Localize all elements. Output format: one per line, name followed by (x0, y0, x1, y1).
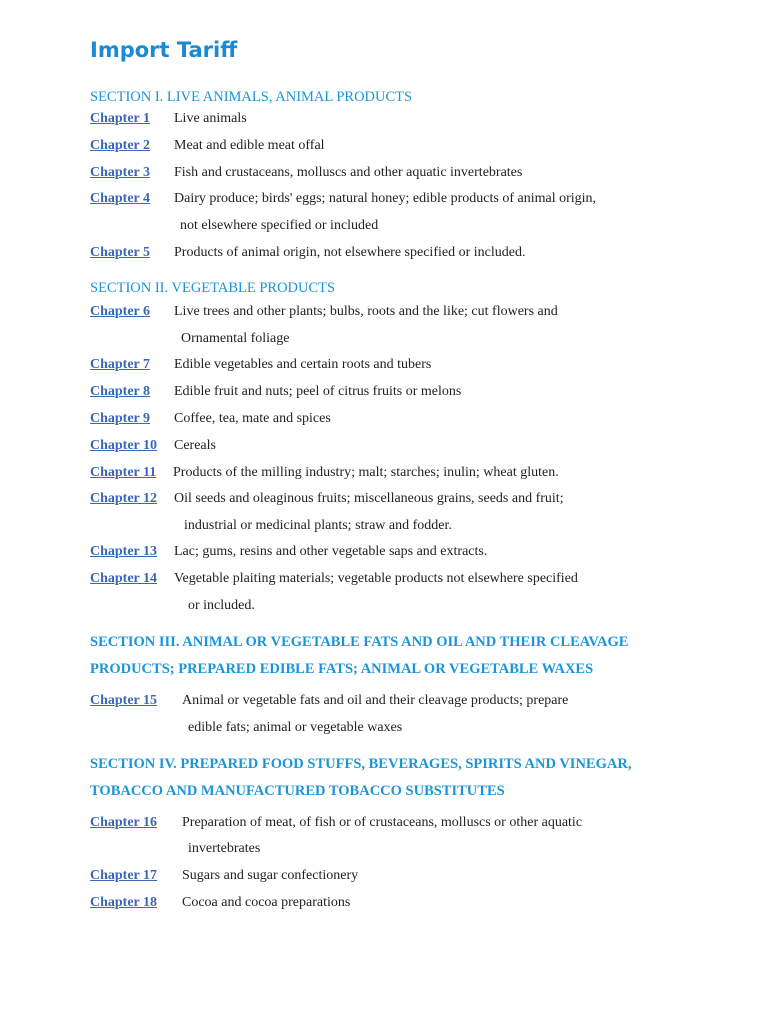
chapter-description: Vegetable plaiting materials; vegetable products not elsewhere specified (174, 571, 578, 586)
chapter-description: Cocoa and cocoa preparations (182, 895, 351, 910)
section-heading: SECTION III. ANIMAL OR VEGETABLE FATS AND OIL AND THEIR CLEAVAGE (90, 634, 629, 650)
chapter-link[interactable]: Chapter 5 (90, 245, 151, 260)
chapter-link[interactable]: Chapter 10 (90, 438, 158, 453)
chapter-link[interactable]: Chapter 8 (90, 384, 151, 399)
chapter-description: Oil seeds and oleaginous fruits; miscellaneous grains, seeds and fruit; (174, 491, 564, 506)
chapter-description: Live animals (174, 111, 247, 126)
chapter-link[interactable]: Chapter 17 (90, 868, 158, 883)
chapter-link[interactable]: Chapter 2 (90, 138, 151, 153)
chapter-link[interactable]: Chapter 18 (90, 895, 158, 910)
chapter-description: Edible fruit and nuts; peel of citrus fruits or melons (174, 384, 462, 399)
chapter-description: Fish and crustaceans, molluscs and other aquatic invertebrates (174, 165, 523, 180)
chapter-link[interactable]: Chapter 3 (90, 165, 151, 180)
chapter-link[interactable]: Chapter 13 (90, 544, 158, 559)
chapter-description: Meat and edible meat offal (174, 138, 325, 153)
page-title: Import Tariff (90, 38, 238, 62)
chapter-link[interactable]: Chapter 9 (90, 411, 151, 426)
chapter-link[interactable]: Chapter 6 (90, 304, 151, 319)
chapter-description: Lac; gums, resins and other vegetable saps and extracts. (174, 544, 488, 559)
chapter-link[interactable]: Chapter 12 (90, 491, 158, 506)
chapter-description: Coffee, tea, mate and spices (174, 411, 331, 426)
chapter-link[interactable]: Chapter 7 (90, 357, 151, 372)
chapter-description-continued: Ornamental foliage (181, 331, 290, 346)
chapter-description: Live trees and other plants; bulbs, roots and the like; cut flowers and (174, 304, 558, 319)
chapter-description: Products of the milling industry; malt; starches; inulin; wheat gluten. (173, 465, 559, 480)
chapter-description: Animal or vegetable fats and oil and their cleavage products; prepare (182, 693, 569, 708)
chapter-description: Preparation of meat, of fish or of crustaceans, molluscs or other aquatic (182, 815, 583, 830)
chapter-description: Cereals (174, 438, 216, 453)
chapter-description-continued: industrial or medicinal plants; straw and fodder. (184, 518, 452, 533)
chapter-description: Edible vegetables and certain roots and tubers (174, 357, 432, 372)
section-heading-continued: PRODUCTS; PREPARED EDIBLE FATS; ANIMAL OR VEGETABLE WAXES (90, 661, 594, 677)
chapter-link[interactable]: Chapter 15 (90, 693, 158, 708)
section-heading: SECTION IV. PREPARED FOOD STUFFS, BEVERAGES, SPIRITS AND VINEGAR, (90, 756, 632, 772)
chapter-description: Sugars and sugar confectionery (182, 868, 359, 883)
section-heading-continued: TOBACCO AND MANUFACTURED TOBACCO SUBSTITUTES (90, 783, 505, 799)
chapter-description-continued: not elsewhere specified or included (180, 218, 379, 233)
section-heading: SECTION I. LIVE ANIMALS, ANIMAL PRODUCTS (90, 89, 413, 105)
chapter-description-continued: invertebrates (188, 841, 261, 856)
chapter-description-continued: or included. (188, 598, 255, 613)
chapter-link[interactable]: Chapter 11 (90, 465, 157, 480)
chapter-link[interactable]: Chapter 14 (90, 571, 158, 586)
chapter-link[interactable]: Chapter 16 (90, 815, 158, 830)
chapter-description: Dairy produce; birds' eggs; natural honey; edible products of animal origin, (174, 191, 597, 206)
chapter-description: Products of animal origin, not elsewhere specified or included. (174, 245, 526, 260)
chapter-description-continued: edible fats; animal or vegetable waxes (188, 720, 403, 735)
chapter-link[interactable]: Chapter 4 (90, 191, 151, 206)
chapter-link[interactable]: Chapter 1 (90, 111, 151, 126)
section-heading: SECTION II. VEGETABLE PRODUCTS (90, 280, 336, 296)
